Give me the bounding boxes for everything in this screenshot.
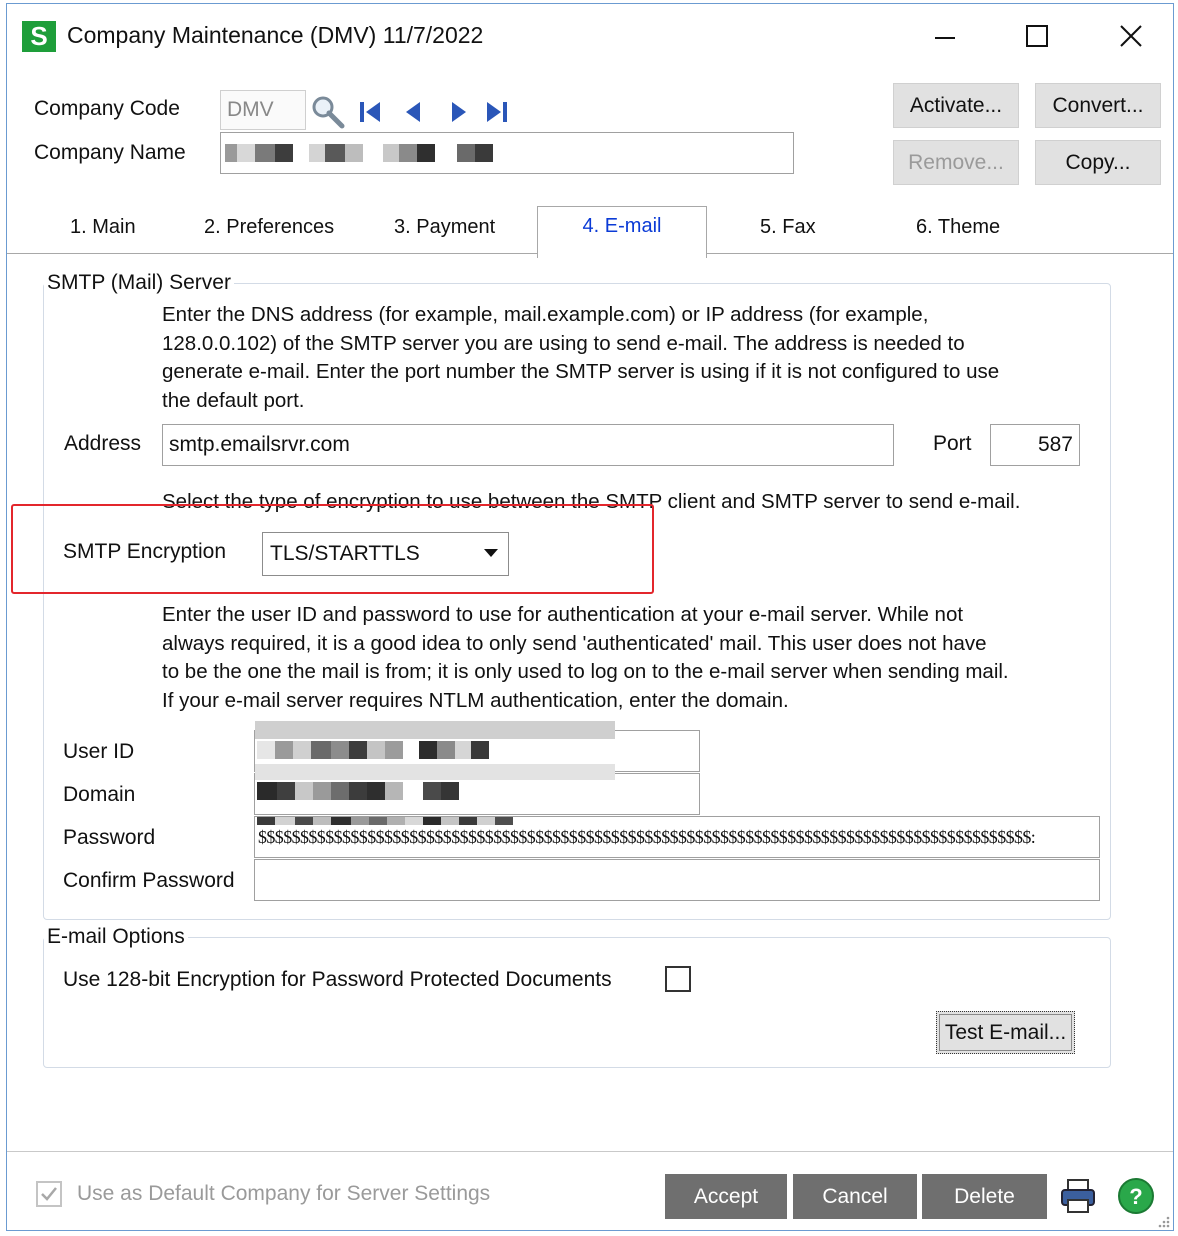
smtp-encryption-value: TLS/STARTTLS — [270, 542, 420, 565]
tab-main[interactable]: 1. Main — [70, 216, 136, 238]
copy-button[interactable]: Copy... — [1035, 140, 1161, 185]
smtp-intro-text: Enter the DNS address (for example, mail.example.com) or IP address (for example, 128.0.0.102) of the SMTP server you are using to send e-mail. The address is needed to generate e-mail. Enter the port number the SMTP server is using if it is not configured to use the default port. — [162, 303, 1000, 413]
test-email-button[interactable]: Test E-mail... — [936, 1011, 1075, 1054]
redacted-domain — [257, 782, 459, 800]
printer-icon — [1059, 1177, 1097, 1215]
password-label: Password — [63, 826, 156, 849]
maximize-button[interactable] — [1017, 18, 1057, 54]
last-record-button[interactable] — [483, 96, 513, 128]
help-button[interactable] — [1117, 1177, 1157, 1217]
cancel-button[interactable]: Cancel — [793, 1174, 917, 1219]
password-field[interactable]: $$$$$$$$$$$$$$$$$$$$$$$$$$$$$$$$$$$$$$$$$$$$$$$$$$$$$$$$$$$$$$$$$$$$$$$$$$$$$$$$$$$$$$$$$$$$: — [254, 816, 1100, 858]
delete-button[interactable]: Delete — [922, 1174, 1047, 1219]
last-record-icon — [484, 99, 512, 125]
redacted-domain-bar — [255, 764, 615, 780]
minimize-icon — [933, 24, 957, 48]
redacted-company-name — [225, 144, 493, 162]
encryption-128-label: Use 128-bit Encryption for Password Protected Documents — [63, 968, 612, 991]
smtp-encryption-select[interactable] — [262, 532, 509, 576]
print-button[interactable] — [1059, 1177, 1099, 1217]
user-id-label: User ID — [63, 740, 135, 763]
first-record-icon — [357, 99, 383, 125]
svg-text:?: ? — [1129, 1184, 1143, 1209]
company-name-label: Company Name — [34, 141, 186, 164]
convert-button[interactable]: Convert... — [1035, 83, 1161, 128]
port-label: Port — [933, 432, 972, 455]
checkmark-icon — [40, 1186, 58, 1202]
help-icon — [1117, 1177, 1155, 1215]
accept-button[interactable]: Accept — [665, 1174, 787, 1219]
encryption-128-checkbox[interactable] — [665, 966, 691, 992]
redacted-user-id — [257, 741, 489, 759]
address-field[interactable]: smtp.emailsrvr.com — [162, 424, 894, 466]
tab-theme[interactable]: 6. Theme — [916, 216, 1001, 238]
close-icon — [1119, 24, 1143, 48]
first-record-button[interactable] — [356, 96, 384, 128]
company-name-field[interactable] — [220, 132, 794, 174]
activate-button[interactable]: Activate... — [893, 83, 1019, 128]
resize-grip[interactable] — [1155, 1212, 1171, 1228]
previous-record-button[interactable] — [401, 96, 425, 128]
minimize-button[interactable] — [925, 18, 965, 54]
default-company-label: Use as Default Company for Server Settings — [77, 1182, 491, 1205]
remove-button[interactable]: Remove... — [893, 140, 1019, 185]
redacted-password-overlay — [257, 817, 513, 825]
confirm-password-field[interactable] — [254, 859, 1100, 901]
close-button[interactable] — [1111, 18, 1151, 54]
tab-preferences[interactable]: 2. Preferences — [204, 216, 335, 238]
chevron-down-icon — [484, 549, 498, 558]
redacted-user-id-bar — [255, 721, 615, 739]
maximize-icon — [1025, 24, 1049, 48]
next-record-icon — [448, 99, 470, 125]
address-label: Address — [64, 432, 142, 455]
port-field[interactable]: 587 — [990, 424, 1080, 466]
tab-email[interactable] — [537, 206, 707, 258]
sage-app-icon: S — [22, 21, 56, 52]
next-record-button[interactable] — [447, 96, 471, 128]
tab-payment[interactable]: 3. Payment — [394, 216, 496, 238]
tab-fax[interactable]: 5. Fax — [760, 216, 816, 238]
magnifier-icon — [311, 95, 345, 129]
smtp-encryption-label: SMTP Encryption — [63, 540, 227, 563]
default-company-checkbox[interactable] — [36, 1181, 62, 1207]
encryption-help-text: Select the type of encryption to use between the SMTP client and SMTP server to send e-mail. — [162, 490, 1021, 513]
confirm-password-label: Confirm Password — [63, 869, 235, 892]
footer-divider — [7, 1151, 1173, 1152]
lookup-button[interactable] — [310, 96, 346, 128]
email-options-group-title: E-mail Options — [44, 925, 188, 949]
company-code-field[interactable]: DMV — [220, 90, 306, 130]
authentication-help-text: Enter the user ID and password to use for authentication at your e-mail server. While not always required, it is a good idea to only send 'authenticated' mail. This user does not have to be the one the mail is from; it is only used to log on to the e-mail server when sending mail. If your e-mail server requires NTLM authentication, enter the domain. — [162, 603, 1009, 713]
company-maintenance-window — [6, 3, 1174, 1231]
domain-label: Domain — [63, 783, 136, 806]
resize-grip-icon — [1155, 1214, 1171, 1230]
company-code-label: Company Code — [34, 97, 180, 120]
window-title: Company Maintenance (DMV) 11/7/2022 — [67, 22, 484, 48]
tab-email-label: 4. E-mail — [582, 215, 662, 237]
previous-record-icon — [402, 99, 424, 125]
smtp-group-title: SMTP (Mail) Server — [44, 271, 234, 295]
